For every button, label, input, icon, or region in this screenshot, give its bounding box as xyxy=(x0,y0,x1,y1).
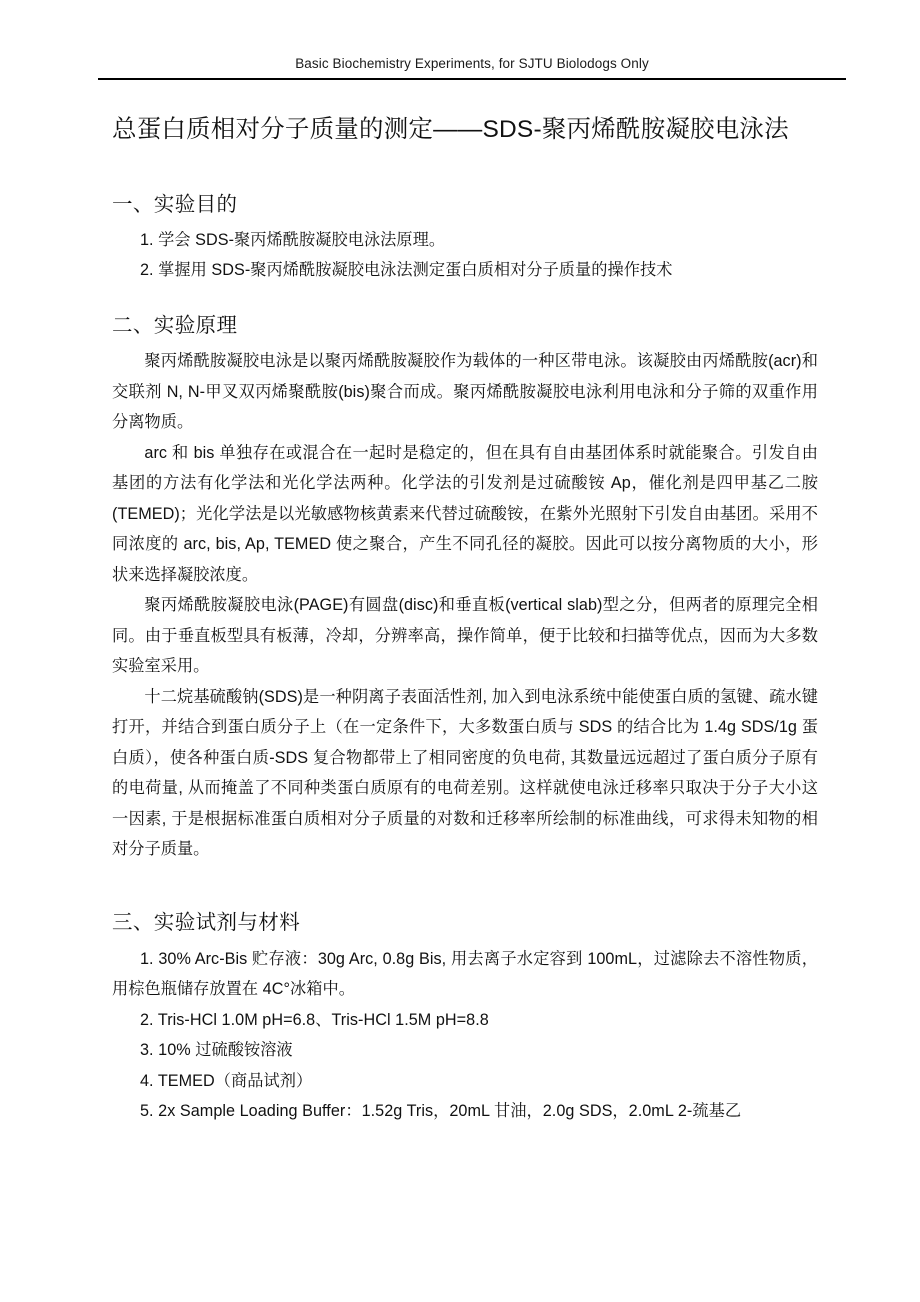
list-item: 5. 2x Sample Loading Buffer：1.52g Tris，20mL 甘油，2.0g SDS，2.0mL 2-巯基乙 xyxy=(140,1102,742,1121)
section-heading-reagents: 三、实验试剂与材料 xyxy=(112,910,301,934)
list-item: 2. Tris-HCl 1.0M pH=6.8、Tris-HCl 1.5M pH=8.8 xyxy=(140,1010,489,1029)
page-header xyxy=(98,56,846,88)
paragraph: arc 和 bis 单独存在或混合在一起时是稳定的，但在具有自由基团体系时就能聚合。引发自由基团的方法有化学法和光化学法两种。化学法的引发剂是过硫酸铵 Ap，催化剂是四甲基乙二胺(TEMED)；光化学法是以光敏感物核黄素来代替过硫酸铵，在紫外光照射下引发自由基团。采用不同浓度的 arc, bis, Ap, TEMED 使之聚合，产生不同孔径的凝胶。因此可以按分离物质的大小，形状来选择凝胶浓度。 xyxy=(112,443,818,584)
list-item: 4. TEMED（商品试剂） xyxy=(140,1071,313,1090)
page-title: 总蛋白质相对分子质量的测定——SDS-聚丙烯酰胺凝胶电泳法 xyxy=(112,116,789,143)
section-heading-purpose: 一、实验目的 xyxy=(112,193,238,217)
paragraph: 聚丙烯酰胺凝胶电泳是以聚丙烯酰胺凝胶作为载体的一种区带电泳。该凝胶由丙烯酰胺(acr)和交联剂 N, N-甲叉双丙烯聚酰胺(bis)聚合而成。聚丙烯酰胺凝胶电泳利用电泳和分子筛的双重作用分离物质。 xyxy=(112,352,818,432)
list-item: 1. 学会 SDS-聚丙烯酰胺凝胶电泳法原理。 xyxy=(140,230,446,249)
document-body xyxy=(112,113,818,1127)
list-item: 3. 10% 过硫酸铵溶液 xyxy=(140,1041,293,1060)
section-heading-principle: 二、实验原理 xyxy=(112,313,238,337)
paragraph: 十二烷基硫酸钠(SDS)是一种阴离子表面活性剂, 加入到电泳系统中能使蛋白质的氢键、疏水键打开，并结合到蛋白质分子上（在一定条件下，大多数蛋白质与 SDS 的结合比为 1.4g SDS/1g 蛋白质），使各种蛋白质-SDS 复合物都带上了相同密度的负电荷, 其数量远远超过了蛋白质分子原有的电荷量, 从而掩盖了不同种类蛋白质原有的电荷差别。这样就使电泳迁移率只取决于分子大小这一因素, 于是根据标准蛋白质相对分子质量的对数和迁移率所绘制的标准曲线，可求得未知物的相对分子质量。 xyxy=(112,687,818,859)
list-item: 2. 掌握用 SDS-聚丙烯酰胺凝胶电泳法测定蛋白质相对分子质量的操作技术 xyxy=(140,261,673,280)
running-head: Basic Biochemistry Experiments, for SJTU Biolodogs Only xyxy=(295,56,649,71)
header-divider xyxy=(98,78,846,80)
list-item: 1. 30% Arc-Bis 贮存液：30g Arc, 0.8g Bis, 用去离子水定容到 100mL，过滤除去不溶性物质，用棕色瓶储存放置在 4C°冰箱中。 xyxy=(112,949,818,999)
paragraph: 聚丙烯酰胺凝胶电泳(PAGE)有圆盘(disc)和垂直板(vertical slab)型之分，但两者的原理完全相同。由于垂直板型具有板薄，冷却，分辨率高，操作简单，便于比较和扫描等优点，因而为大多数实验室采用。 xyxy=(112,596,818,676)
